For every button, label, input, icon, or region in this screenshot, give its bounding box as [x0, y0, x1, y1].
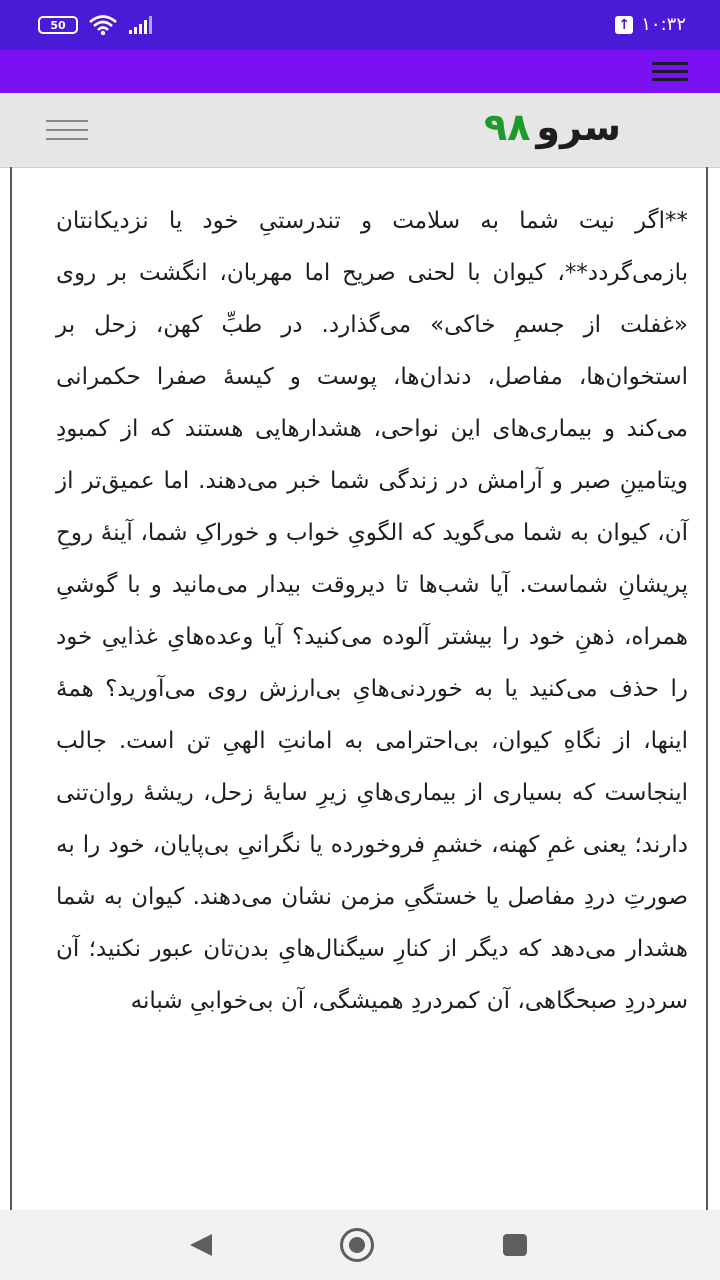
status-left [38, 14, 154, 36]
upload-icon: ↑ [615, 16, 633, 34]
article-container [10, 167, 708, 1210]
app-bar [0, 50, 720, 93]
home-icon[interactable] [340, 1228, 374, 1262]
status-time: ۱۰:۳۲ [641, 14, 686, 35]
site-logo[interactable] [484, 105, 621, 149]
wifi-icon [88, 14, 118, 36]
article-body: **اگر نیت شما به سلامت و تندرستیِ خود یا نزدیکانتان بازمی‌گردد**، کیوان با لحنی صریح اما مهربان، انگشت بر روی «غفلت از جسمِ خاکی» می‌گذارد. در طبِّ کهن، زحل بر استخوان‌ها، مفاصل، دندان‌ها، پوست و کیسهٔ صفرا حکمرانی می‌کند و بیماری‌های این نواحی، هشدارهایی هستند که از کمبودِ ویتامینِ صبر و آرامش در زندگی شما خبر می‌دهند. اما عمیق‌تر از آن، کیوان به شما می‌گوید که الگویِ خواب و خوراکِ شما، آینهٔ روحِ پریشانِ شماست. آیا شب‌ها تا دیروقت بیدار می‌مانید و با گوشیِ همراه، ذهنِ خود را بیشتر آلوده می‌کنید؟ آیا وعده‌هایِ غذاییِ خود را حذف می‌کنید یا به خوردنی‌هایِ بی‌ارزش روی می‌آورید؟ همهٔ اینها، از نگاهِ کیوان، بی‌احترامی به امانتِ الهیِ تن است. جالب اینجاست که بسیاری از بیماری‌هایِ زیرِ سایهٔ زحل، ریشهٔ روان‌تنی دارند؛ یعنی غمِ کهنه، خشمِ فروخورده یا نگرانیِ بی‌پایان، خود را به صورتِ دردِ مفاصل یا خستگیِ مزمن نشان می‌دهند. کیوان به شما هشدار می‌دهد که دیگر از کنارِ سیگنال‌هایِ بدن‌تان عبور نکنید؛ آن سردردِ صبحگاهی، آن کمردردِ همیشگی، آن بی‌خوابیِ شبانه [56, 208, 688, 1014]
battery-level: 50 [50, 18, 66, 32]
site-menu-icon[interactable] [46, 120, 88, 140]
back-icon[interactable] [190, 1234, 212, 1256]
hamburger-menu-icon[interactable] [652, 62, 688, 82]
logo-word: سرو [536, 105, 622, 149]
recent-apps-icon[interactable] [503, 1234, 527, 1256]
site-header [0, 93, 720, 168]
battery-icon [38, 16, 78, 34]
status-right [615, 14, 686, 35]
navigation-bar [0, 1210, 720, 1280]
signal-icon [128, 15, 154, 35]
logo-number: ۹۸ [484, 105, 531, 149]
status-bar [0, 0, 720, 50]
